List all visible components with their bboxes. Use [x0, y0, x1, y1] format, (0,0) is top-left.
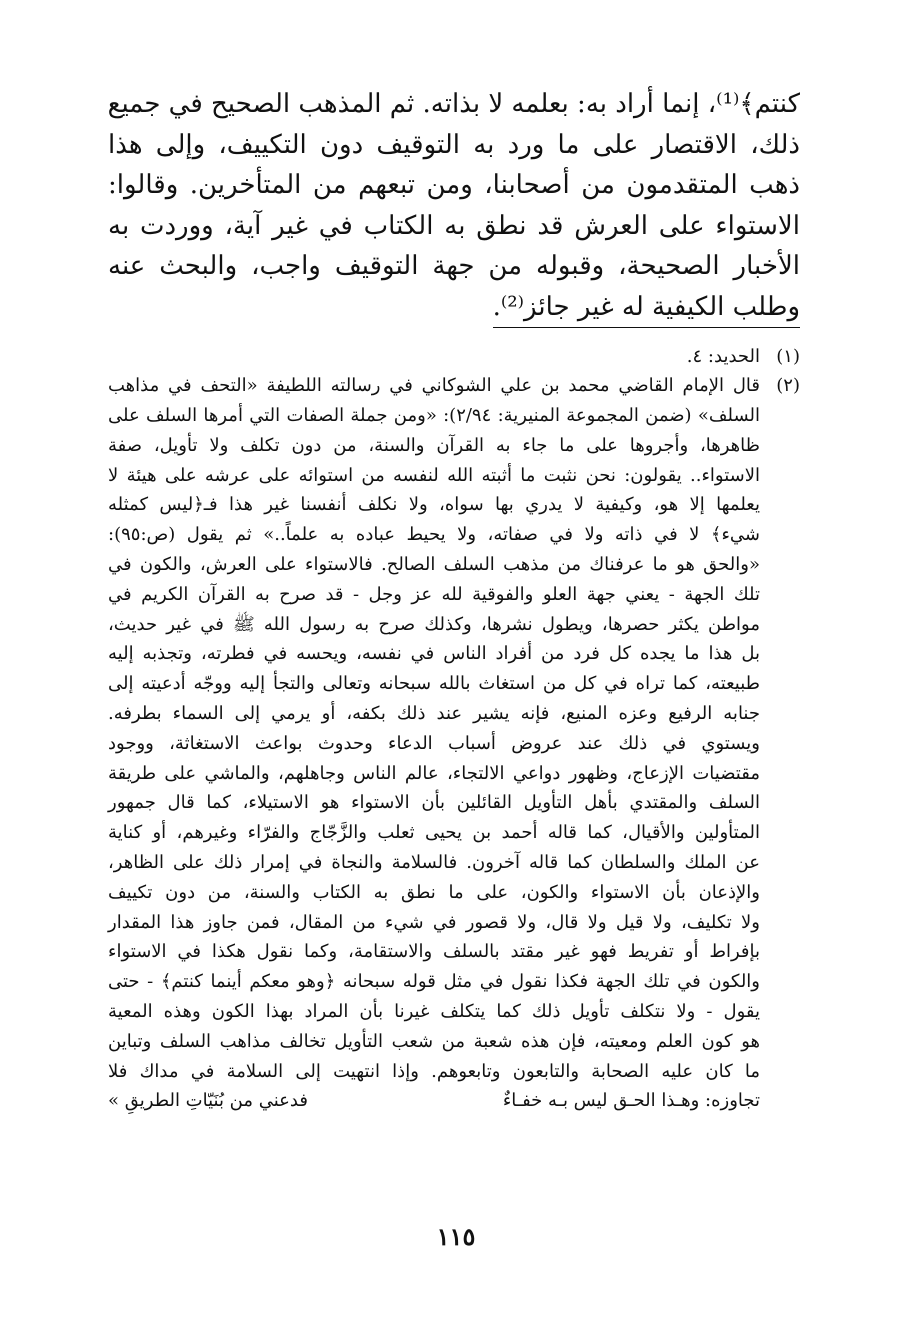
verse-second-hemistich: فدعني من بُنَيّاتِ الطريقِ » — [108, 1090, 308, 1112]
footnote-line: والإذعان بأن الاستواء والكون، على ما نطق به الكتاب والسنة، من دون تكييف — [108, 881, 760, 903]
footnote-line: ظاهرها، وأجروها على ما جاء به القرآن والسنة، من دون تكلف ولا تأويل، صفة — [108, 434, 760, 456]
footnote-line: والكون في تلك الجهة فكذا نقول في مثل قوله سبحانه ﴿وهو معكم أينما كنتم﴾ - حتى — [108, 971, 760, 993]
main-text-line: الأخبار الصحيحة، وقبوله من جهة التوقيف واجب، والبحث عنه — [108, 251, 800, 281]
main-text — [108, 84, 800, 328]
page-number: ١١٥ — [436, 1222, 476, 1251]
footnote-line: ما كان عليه الصحابة والتابعون وتابعوهم. وإذا انتهيت إلى السلامة في مداك فلا — [108, 1060, 760, 1082]
footnote-1 — [108, 342, 800, 372]
footnote-line: ولا تكليف، ولا قيل ولا قال، ولا قصور في شيء من المقال، فمن جاوز هذا المقدار — [108, 911, 760, 933]
footnote-2 — [108, 371, 800, 1116]
main-text-line: ذلك، الاقتصار على ما ورد به التوقيف دون التكييف، وإلى هذا — [108, 129, 800, 160]
footnote-number: (٢) — [776, 375, 800, 397]
main-text-line: الاستواء على العرش قد نطق به الكتاب في غير آية، ووردت به — [108, 210, 800, 241]
footnote-line: عن الملك والسلطان كما قاله آخرون. فالسلامة والنجاة في إمرار ذلك على الظاهر، — [108, 852, 760, 874]
footnote-line: يعلمها إلا هو، وكيفية لا يدري بها سواه، ولا نكلف أنفسنا غير هذا فـ﴿ليس كمثله — [108, 494, 760, 516]
footnote-line: طبيعته، كما تراه في كل من استغاث بالله سبحانه وتعالى والتجأ إليه ووجّه أدعيته إلى — [108, 673, 760, 695]
footnotes — [108, 342, 800, 1117]
footnote-line: يقول - ولا نتكلف تأويل ذلك كما يتكلف غيرنا بأن المراد بهذا الكون وهذه المعية — [108, 1001, 760, 1023]
footnote-line: قال الإمام القاضي محمد بن علي الشوكاني في رسالته اللطيفة «التحف في مذاهب — [108, 375, 760, 397]
footnote-line: شيء﴾ لا في ذاته ولا في صفاته، ولا يحيط عباده به علماً..» ثم يقول (ص:٩٥): — [108, 524, 760, 546]
footnote-line: جنابه الرفيع وعزه المنيع، فإنه يشير عند ذلك بكفه، أو يرمي إلى السماء بطرفه. — [108, 703, 760, 725]
footnote-line: هو كون العلم ومعيته، فإن هذه شعبة من شعب التأويل تخالف مذاهب السلف وتباين — [108, 1030, 760, 1052]
footnote-line: بل هذا ما يجده كل فرد من أفراد الناس في نفسه، ويحسه في فطرته، وتجذبه إليه — [108, 643, 760, 665]
footnote-number: (١) — [776, 345, 800, 367]
footnote-line: السلف» (ضمن المجموعة المنيرية: ٢/٩٤): «ومن جملة الصفات التي أمرها السلف على — [108, 405, 760, 427]
main-text-line: كنتم﴾⁽¹⁾، إنما أراد به: بعلمه لا بذاته. ثم المذهب الصحيح في جميع — [107, 89, 800, 119]
footnote-text: الحديد: ٤. — [686, 345, 760, 367]
verse-first-hemistich: تجاوزه: وهـذا الحـق ليس بـه خفـاءٌ — [502, 1090, 760, 1112]
footnote-line: السلف والمقتدي بأهل التأويل القائلين بأن الاستواء هو الاستيلاء، كما قال جمهور — [108, 792, 760, 814]
footnote-line: ويستوي في ذلك عند عروض أسباب الدعاء وحدوث بواعث الاستغاثة، ووجود — [108, 732, 760, 754]
footnote-line: بإفراط أو تفريط فهو غير مقتد بالسلف والاستقامة، وكما نقول هكذا في الاستواء — [108, 941, 760, 963]
main-text-line: ذهب المتقدمون من أصحابنا، ومن تبعهم من المتأخرين. وقالوا: — [108, 170, 800, 200]
poetry-verse — [108, 1086, 760, 1116]
footnote-line: المتأولين والأقيال، كما قاله أحمد بن يحيى ثعلب والزَّجّاج والفرّاء وغيرهم، أو كناية — [108, 822, 760, 844]
footnote-body — [108, 371, 760, 1116]
main-text-underlined-line: وطلب الكيفية له غير جائز⁽²⁾. — [493, 289, 800, 328]
footnote-line: مواطن يكثر حصرها، ويطول نشرها، وكذلك صرح به رسول الله ﷺ في غير حديث، — [108, 613, 760, 635]
footnote-line: تلك الجهة - يعني جهة العلو والفوقية لله عز وجل - قد صرح به القرآن الكريم في — [108, 583, 760, 605]
footnote-line: الاستواء.. يقولون: نحن نثبت ما أثبته الله لنفسه من استوائه على عرشه على هيئة لا — [108, 464, 760, 486]
main-text-last-line — [108, 287, 800, 328]
footnote-line: مقتضيات الإزعاج، وظهور دواعي الالتجاء، عالم الناس وجاهلهم، والماشي على طريقة — [108, 762, 760, 784]
footnote-line: «والحق هو ما عرفناك من مذهب السلف الصالح. فالاستواء على العرش، والكون في — [108, 554, 760, 576]
